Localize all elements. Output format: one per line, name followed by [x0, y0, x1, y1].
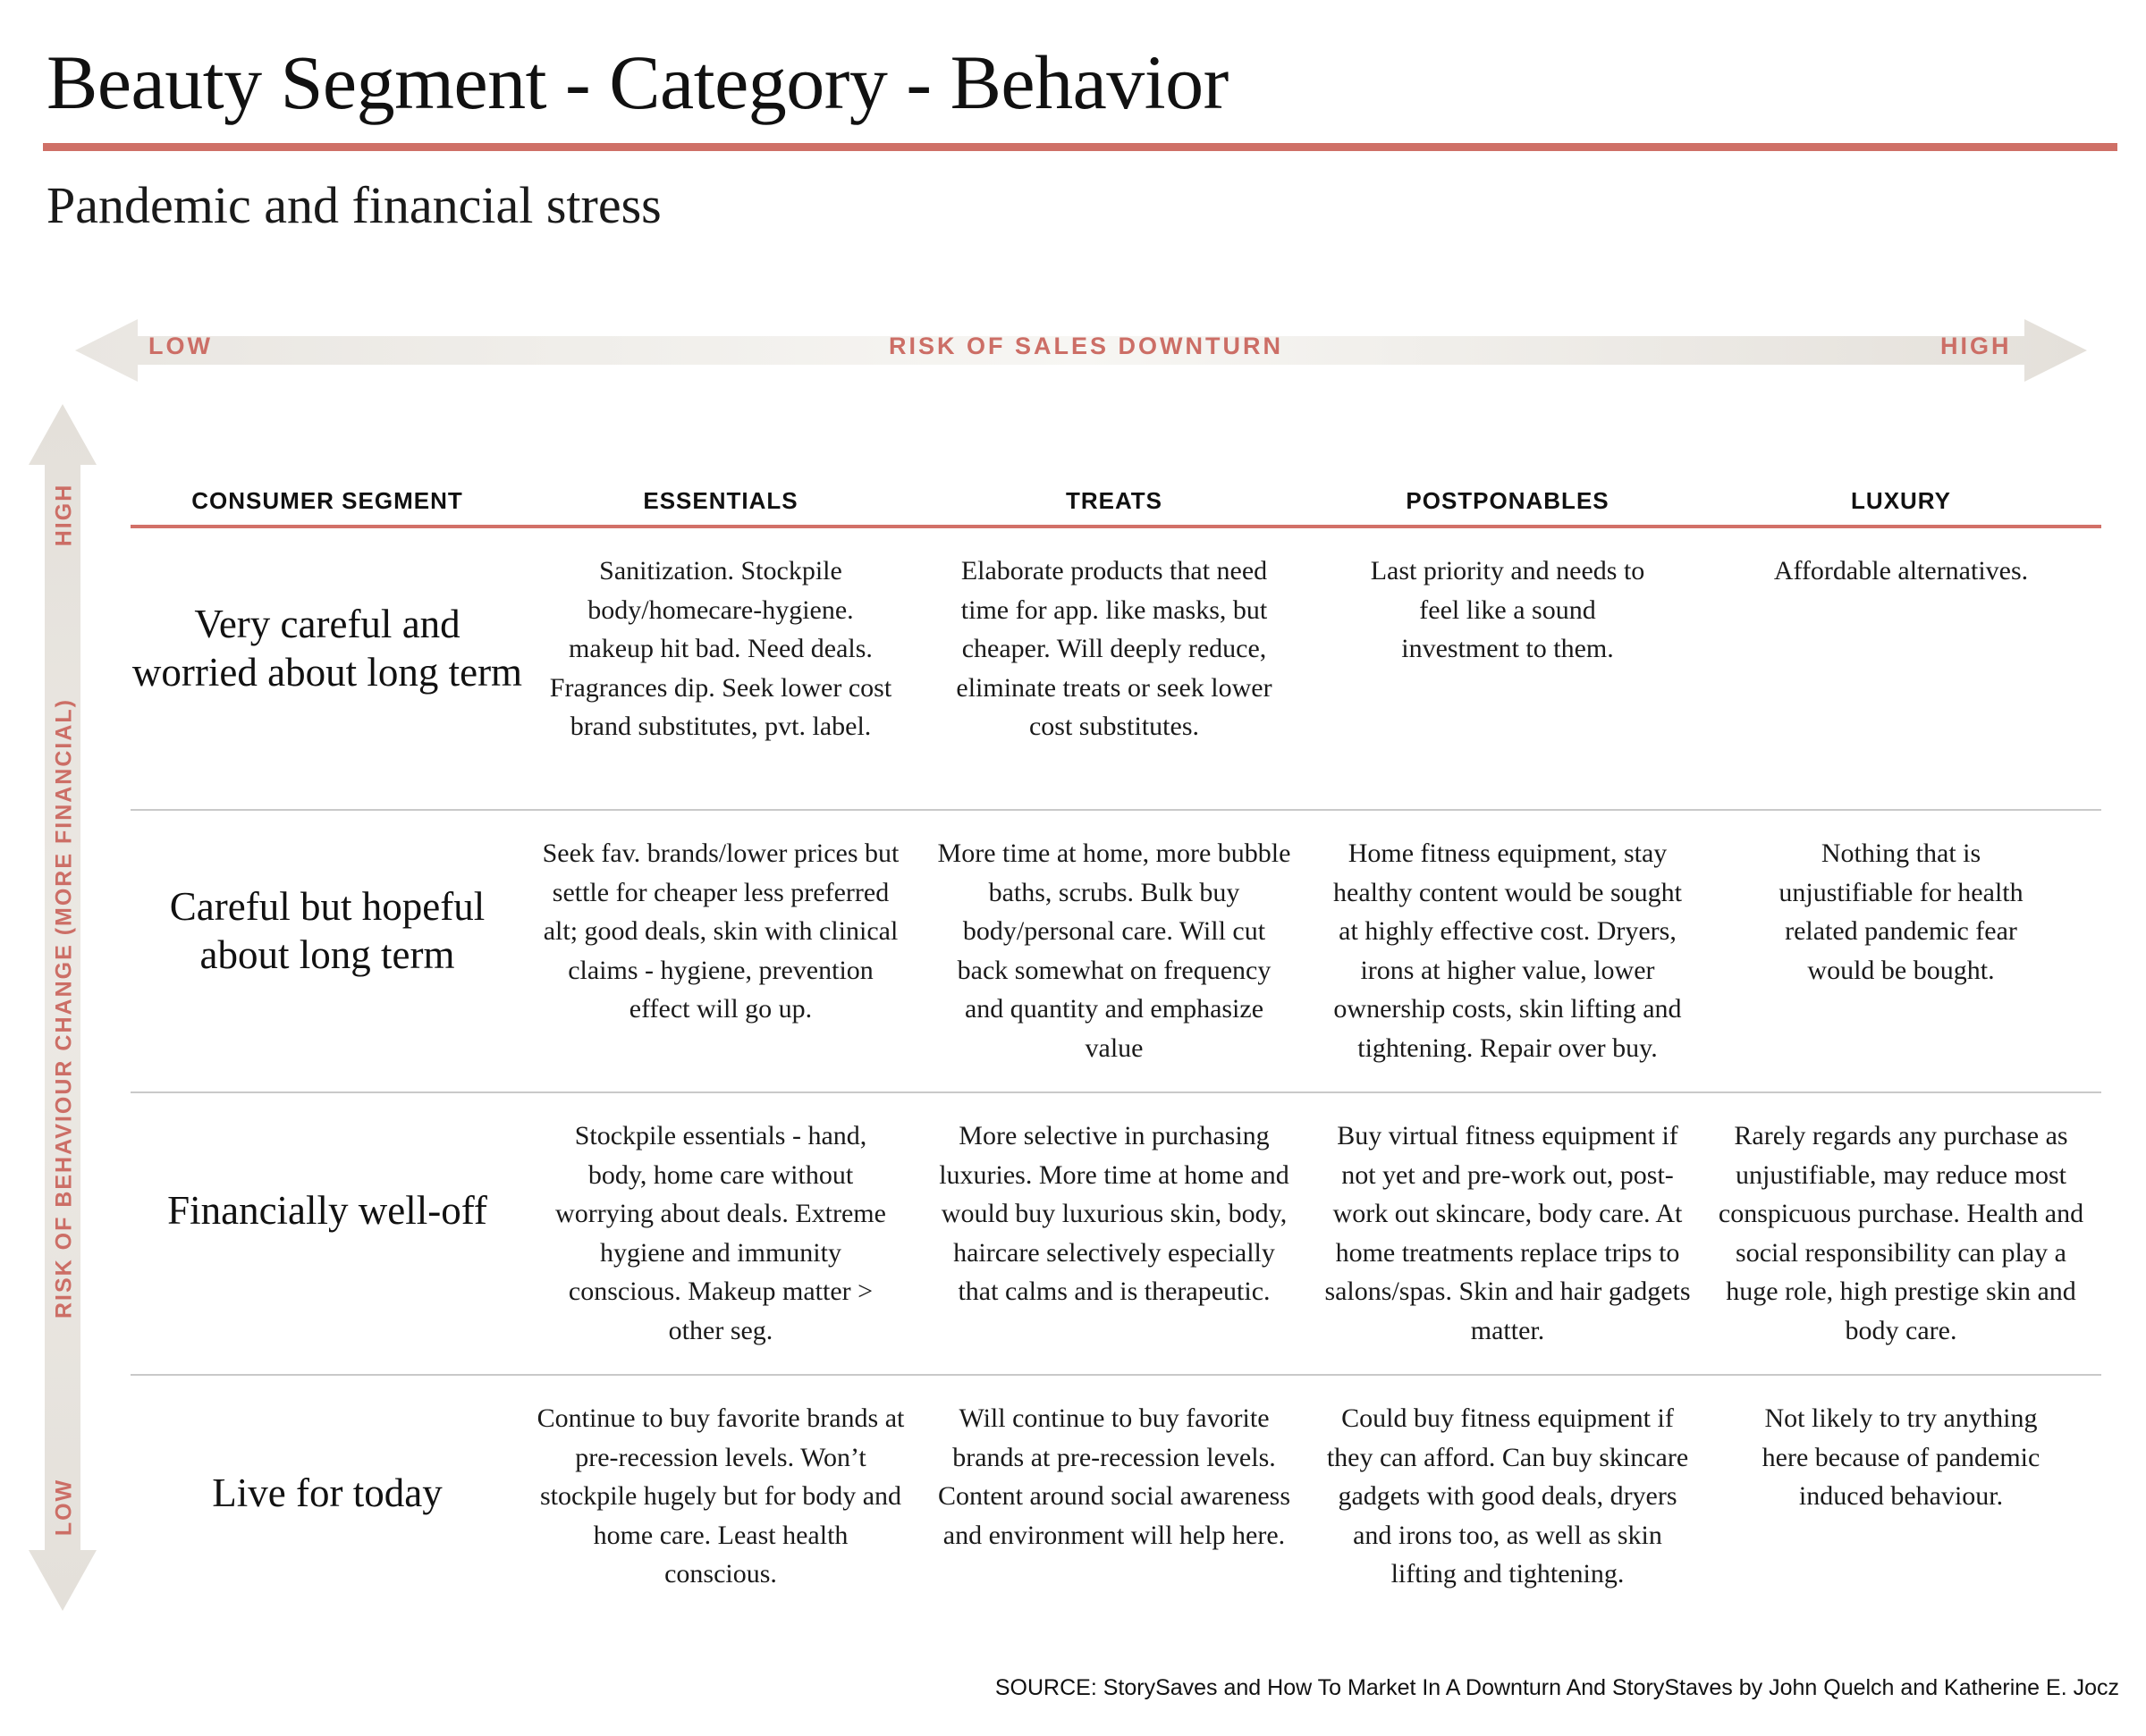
title-underline: [43, 143, 2117, 151]
header-postponables: POSTPONABLES: [1406, 487, 1610, 514]
segment-very-careful: Very careful and worried about long term: [131, 602, 523, 695]
table-header: [131, 478, 2101, 528]
essentials-cell: Seek fav. brands/lower prices but settle for cheaper less preferred alt; good deals, skin with clinical claims - hygiene, prevention effect will go up.: [542, 839, 900, 1024]
table-row: [131, 1376, 2101, 1626]
postponables-cell: Could buy fitness equipment if they can afford. Can buy skincare gadgets with good deals, dryers and irons too, as well as skin lifting and tightening.: [1326, 1403, 1689, 1589]
source-citation: SOURCE: StorySaves and How To Market In A Downturn And StoryStaves by John Quelch and Katherine E. Jocz: [994, 1675, 2119, 1700]
sales-risk-low-label: LOW: [148, 333, 213, 359]
luxury-cell: Not likely to try anything here because of pandemic induced behaviour.: [1762, 1403, 2040, 1511]
header-essentials: ESSENTIALS: [643, 487, 798, 514]
luxury-cell: Affordable alternatives.: [1773, 556, 2029, 586]
luxury-cell: Nothing that is unjustifiable for health related pandemic fear would be bought.: [1778, 839, 2023, 985]
sales-risk-high-label: HIGH: [1940, 333, 2012, 359]
page-subtitle: Pandemic and financial stress: [46, 176, 662, 234]
behaviour-risk-high-label: HIGH: [51, 483, 77, 547]
postponables-cell: Last priority and needs to feel like a sound investment to them.: [1370, 556, 1645, 663]
treats-cell: More selective in purchasing luxuries. More time at home and would buy luxurious skin, body, haircare selectively especially that calms and is therapeutic.: [939, 1121, 1289, 1306]
behaviour-risk-low-label: LOW: [51, 1478, 77, 1537]
table-row: [131, 1093, 2101, 1376]
behaviour-risk-axis-label: RISK OF BEHAVIOUR CHANGE (MORE FINANCIAL): [51, 697, 77, 1319]
segment-financially-well-off: Financially well-off: [167, 1188, 487, 1233]
header-consumer-segment: CONSUMER SEGMENT: [191, 487, 463, 514]
segment-careful-hopeful: Careful but hopeful about long term: [169, 884, 486, 977]
treats-cell: More time at home, more bubble baths, scrubs. Bulk buy body/personal care. Will cut back somewhat on frequency and quantity and emphasize value: [937, 839, 1291, 1063]
essentials-cell: Sanitization. Stockpile body/homecare-hygiene. makeup hit bad. Need deals. Fragrances dip. Seek lower cost brand substitutes, pvt. label.: [549, 556, 892, 741]
table-row: [131, 528, 2101, 811]
treats-cell: Will continue to buy favorite brands at pre-recession levels. Content around social awareness and environment will help here.: [937, 1403, 1291, 1550]
segment-category-table: [131, 478, 2101, 1626]
segment-live-for-today: Live for today: [212, 1471, 443, 1515]
header-luxury: LUXURY: [1851, 487, 1951, 514]
essentials-cell: Continue to buy favorite brands at pre-recession levels. Won’t stockpile hugely but for body and home care. Least health conscious.: [536, 1403, 905, 1589]
postponables-cell: Home fitness equipment, stay healthy content would be sought at highly effective cost. Dryers, irons at higher value, lower ownership costs, skin lifting and tightening. Repair over buy.: [1333, 839, 1682, 1063]
treats-cell: Elaborate products that need time for app. like masks, but cheaper. Will deeply reduce, eliminate treats or seek lower cost substitutes.: [956, 556, 1272, 741]
sales-risk-axis-label: RISK OF SALES DOWNTURN: [889, 333, 1283, 359]
header-treats: TREATS: [1065, 487, 1163, 514]
page-title: Beauty Segment - Category - Behavior: [46, 39, 1229, 125]
essentials-cell: Stockpile essentials - hand, body, home care without worrying about deals. Extreme hygiene and immunity conscious. Makeup matter > other seg.: [555, 1121, 886, 1345]
luxury-cell: Rarely regards any purchase as unjustifiable, may reduce most conspicuous purchase. Health and social responsibility can play a huge role, high prestige skin and body care.: [1718, 1121, 2084, 1345]
table-row: [131, 811, 2101, 1093]
postponables-cell: Buy virtual fitness equipment if not yet and pre-work out, post-work out skincare, body care. At home treatments replace trips to salons/spas. Skin and hair gadgets matter.: [1324, 1121, 1691, 1345]
